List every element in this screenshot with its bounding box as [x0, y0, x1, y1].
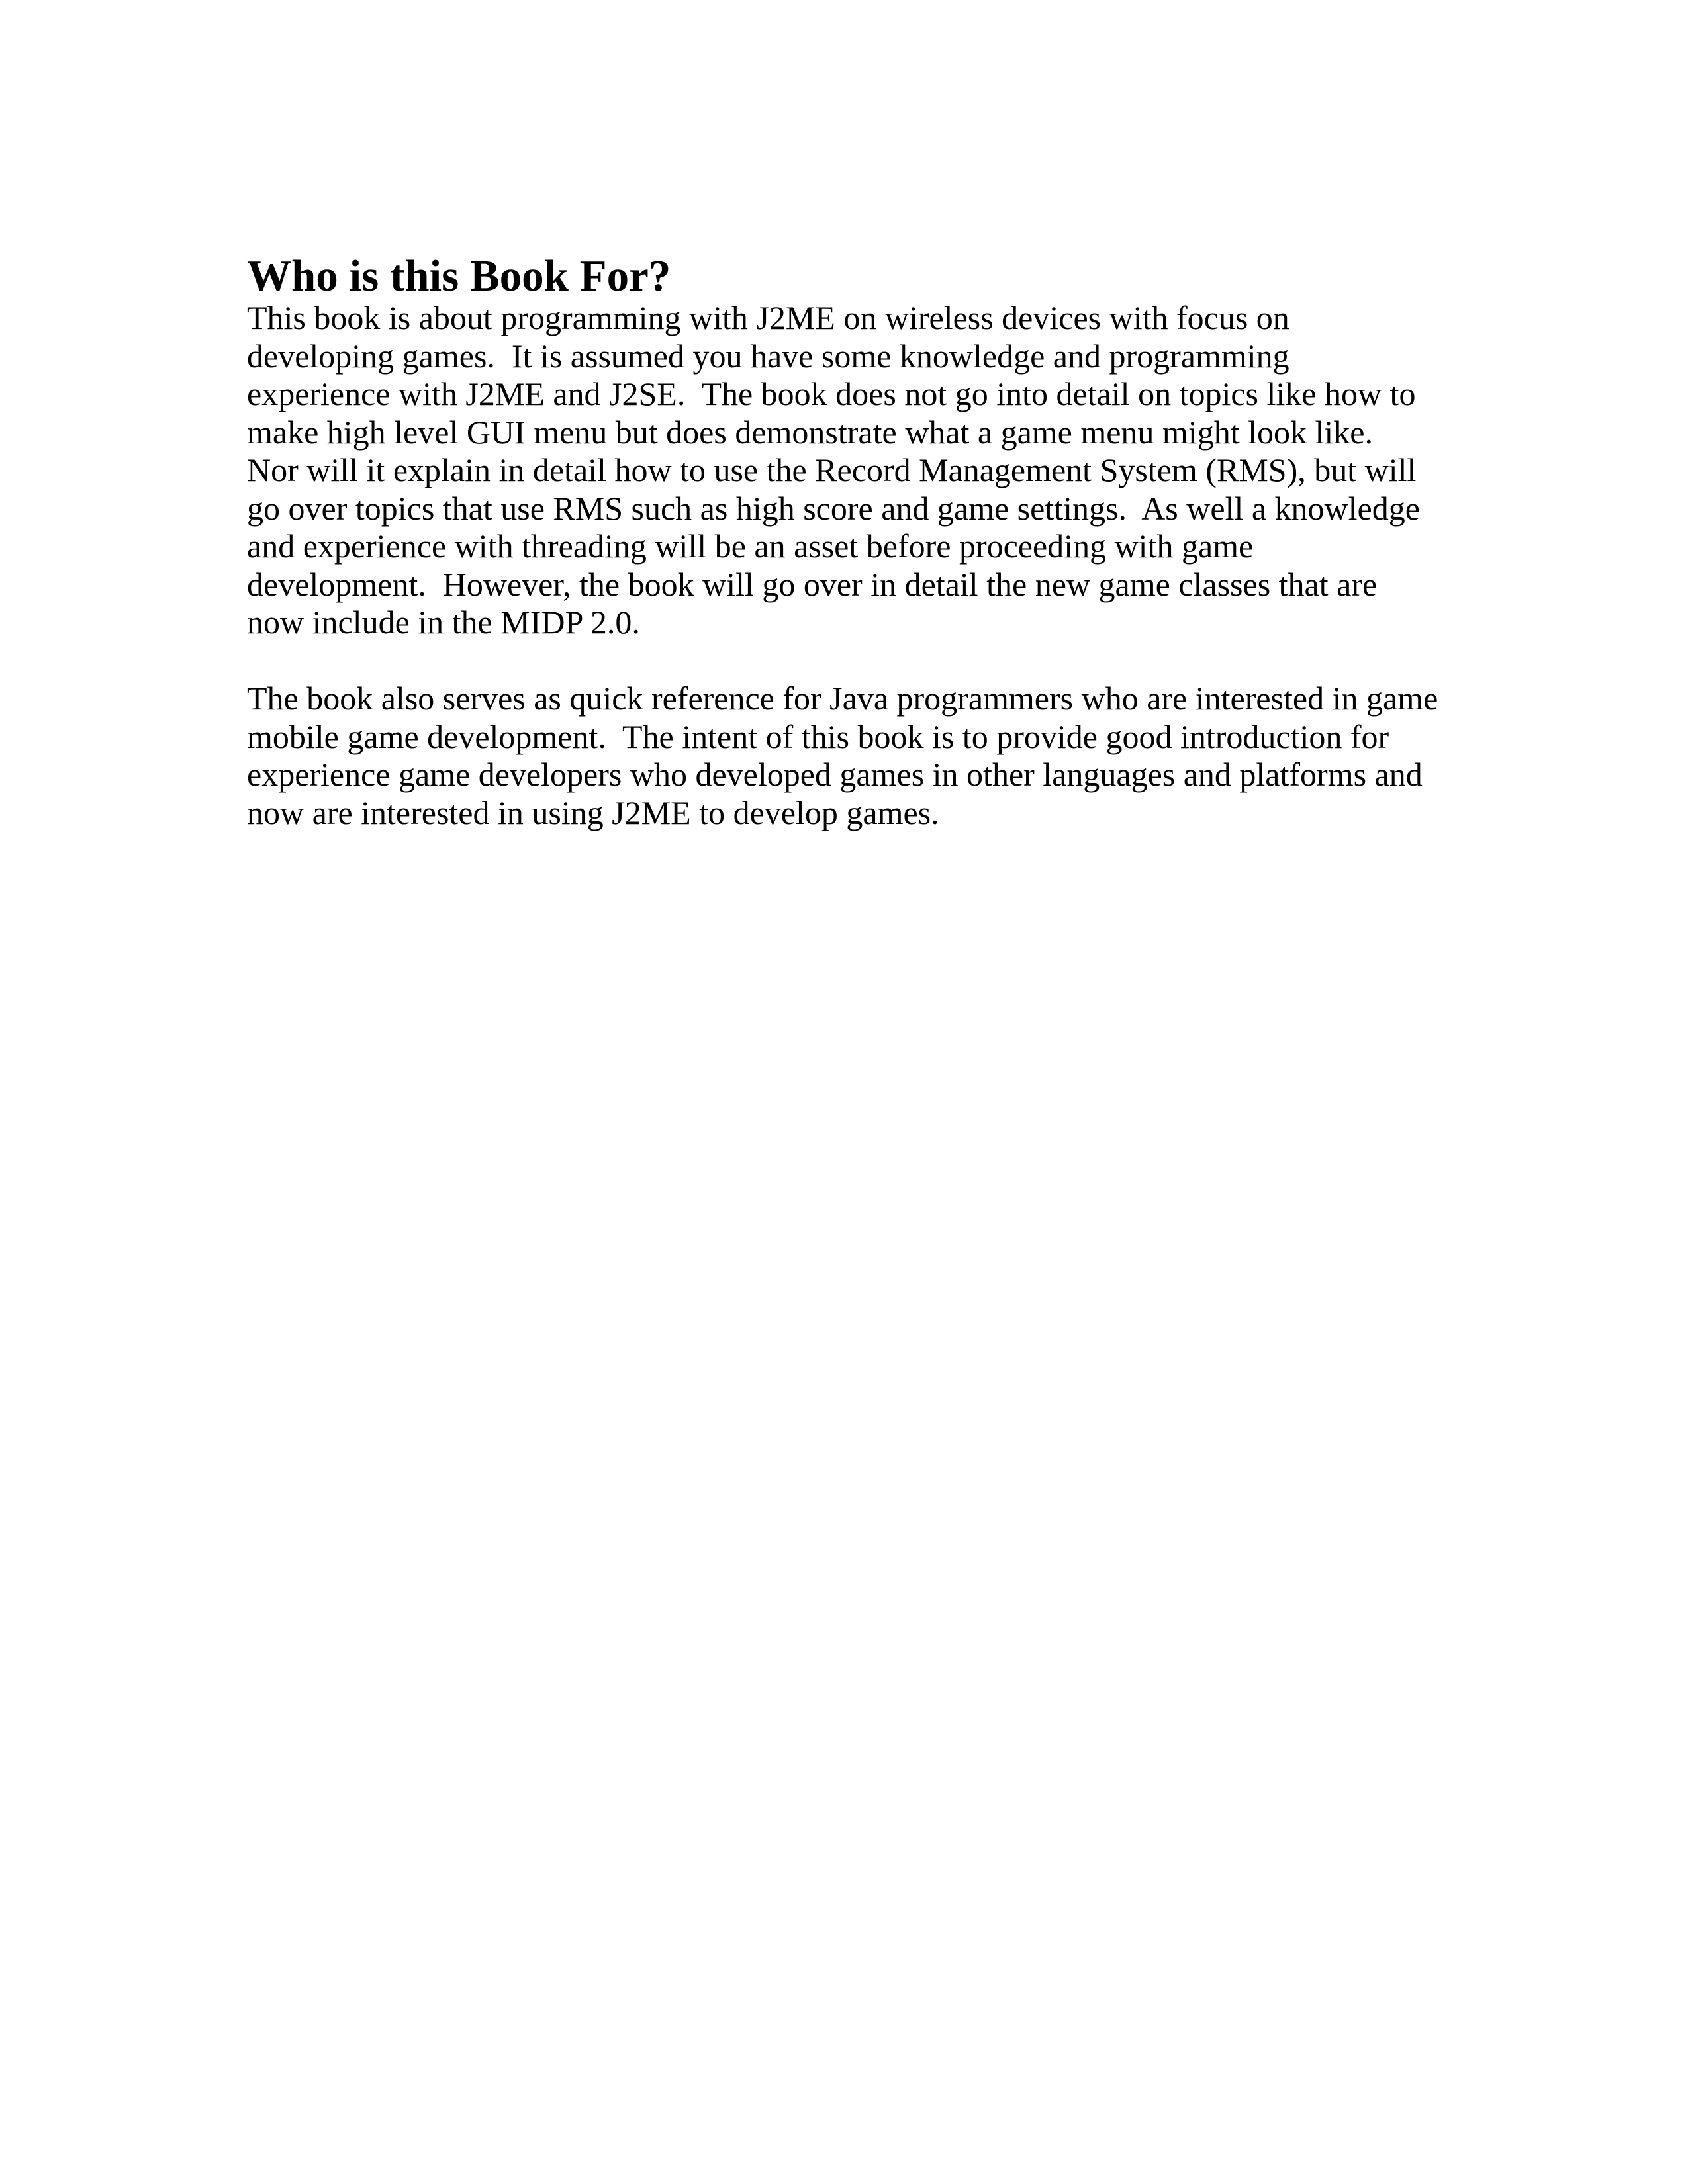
text-line: and experience with threading will be an asset before proceeding with game — [247, 527, 1254, 565]
text-line: Nor will it explain in detail how to use the Record Management System (RMS), but will — [247, 451, 1417, 488]
section-heading: Who is this Book For? — [247, 251, 671, 300]
text-line: now are interested in using J2ME to develop games. — [247, 794, 939, 831]
text-line: make high level GUI menu but does demonstrate what a game menu might look like. — [247, 413, 1373, 451]
text-line: This book is about programming with J2ME on wireless devices with focus on — [247, 299, 1289, 336]
text-line: mobile game development. The intent of this book is to provide good introduction for — [247, 717, 1389, 755]
paragraph-spacer — [247, 642, 1452, 680]
text-line: development. However, the book will go over in detail the new game classes that are — [247, 565, 1378, 603]
text-line: go over topics that use RMS such as high score and game settings. As well a knowledge — [247, 489, 1420, 527]
text-line: developing games. It is assumed you have some knowledge and programming — [247, 337, 1289, 375]
text-line: experience with J2ME and J2SE. The book does not go into detail on topics like how to — [247, 375, 1416, 412]
paragraph-2 — [247, 680, 1452, 832]
text-line: now include in the MIDP 2.0. — [247, 604, 640, 641]
page-content — [247, 253, 1452, 832]
paragraph-1 — [247, 299, 1452, 642]
text-line: The book also serves as quick reference for Java programmers who are interested in game — [247, 680, 1438, 717]
text-line: experience game developers who developed games in other languages and platforms and — [247, 756, 1423, 793]
